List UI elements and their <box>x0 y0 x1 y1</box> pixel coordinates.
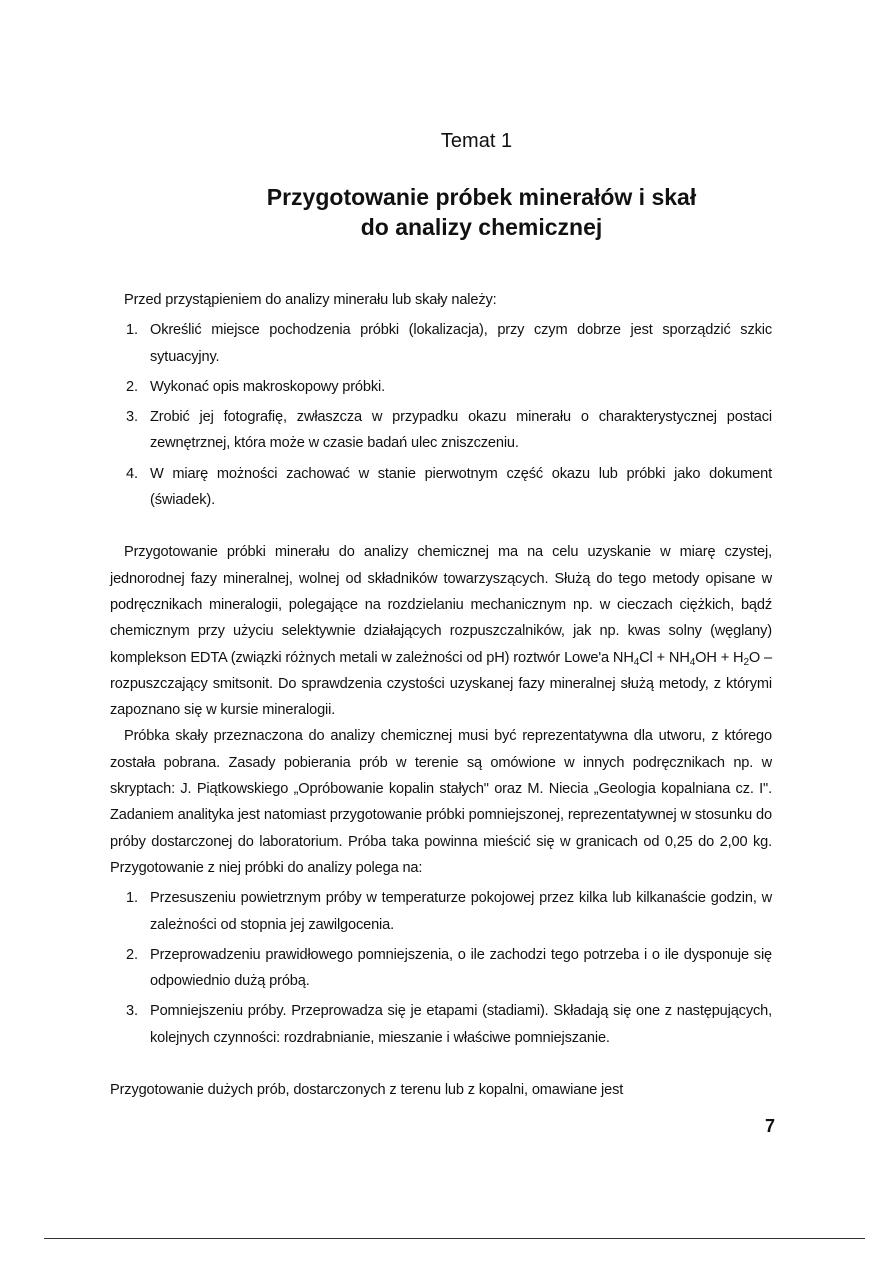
subscript: 2 <box>743 656 749 668</box>
list-item-text: Pomniejszeniu próby. Przeprowadza się je etapami (stadiami). Składają się one z następujących, kolejnych czynności: rozdrabnianie, mieszanie i właściwe pomniejszanie. <box>150 1003 772 1046</box>
reduction-steps-list <box>124 885 772 1051</box>
list-item-text: W miarę możności zachować w stanie pierwotnym część okazu lub próbki jako dokument (świadek). <box>150 465 772 509</box>
list-item <box>124 461 772 514</box>
paragraph-group <box>110 539 772 881</box>
theme-label: Temat 1 <box>440 130 513 152</box>
list-item-number: 3. <box>126 1003 138 1020</box>
paragraph-large-samples: Przygotowanie dużych prób, dostarczonych z terenu lub z kopalni, omawiane jest <box>110 1082 624 1099</box>
list-item-text: Wykonać opis makroskopowy próbki. <box>150 378 385 395</box>
list-item-number: 3. <box>126 409 138 426</box>
subscript: 4 <box>689 656 696 668</box>
list-item-number: 2. <box>126 946 138 963</box>
title-line-2: do analizy chemicznej <box>360 214 603 240</box>
list-item <box>124 942 772 995</box>
list-item-text: Określić miejsce pochodzenia próbki (lokalizacja), przy czym dobrze jest sporządzić szkic sytuacyjny. <box>150 322 772 365</box>
list-item-number: 2. <box>126 378 138 395</box>
list-item <box>124 317 772 370</box>
list-item-text: Przesuszeniu powietrznym próby w temperaturze pokojowej przez kilka lub kilkanaście godzin, w zależności od stopnia jej zawilgocenia. <box>150 890 772 933</box>
page-number: 7 <box>764 1116 775 1136</box>
list-item-number: 1. <box>126 322 138 339</box>
paragraph-mineral-preparation <box>110 539 772 723</box>
paragraph-text: OH + H <box>695 649 744 666</box>
list-item <box>124 374 772 400</box>
list-item-text: Przeprowadzeniu prawidłowego pomniejszenia, o ile zachodzi tego potrzeba i o ile dysponuje się odpowiednio dużą próbą. <box>150 946 772 990</box>
paragraph-text: Cl + NH <box>639 649 690 666</box>
paragraph-rock-sample: Próbka skały przeznaczona do analizy chemicznej musi być reprezentatywna dla utworu, z którego została pobrana. Zasady pobierania prób w terenie są omówione w innych podręcznikach np. w skryptach: J. Piątkowskiego „Opróbowanie kopalin stałych" oraz M. Niecia „Geologia kopalniana cz. I". Zadaniem analityka jest natomiast przygotowanie próbki pomniejszonej, reprezentatywnej w stosunku do próby dostarczonej do laboratorium. Próba taka powinna mieścić się w granicach od 0,25 do 2,00 kg. Przygotowanie z niej próbki do analizy polega na: <box>110 728 772 876</box>
list-item <box>124 885 772 938</box>
paragraph-text: Przygotowanie próbki minerału do analizy chemicznej ma na celu uzyskanie w miarę czystej, jednorodnej fazy mineralnej, wolnej od składników towarzyszących. Służą do tego metody opisane w podręcznikach mineralogii, polegające na rozdzielaniu mechanicznym np. w cieczach ciężkich, bądź chemicznym przy użyciu selektywnie działających rozpuszczalników, jak np. kwas solny (węglany) komplekson EDTA (związki różnych metali w zależności od pH) roztwór Lowe'a NH <box>110 544 772 666</box>
subscript: 4 <box>633 656 640 668</box>
list-item-text: Zrobić jej fotografię, zwłaszcza w przypadku okazu minerału o charakterystycznej postaci zewnętrznej, która może w czasie badań ulec zniszczeniu. <box>150 409 772 452</box>
list-item <box>124 998 772 1051</box>
paragraph-text: O – rozpuszczający smitsonit. Do sprawdzenia czystości uzyskanej fazy mineralnej służą metody, z którymi zapoznano się w kursie mineralogii. <box>110 649 772 719</box>
list-item-number: 1. <box>126 890 138 907</box>
footer-divider <box>44 1238 865 1239</box>
list-item-number: 4. <box>126 465 138 482</box>
page-title <box>70 182 893 242</box>
title-line-1: Przygotowanie próbek minerałów i skał <box>266 184 697 210</box>
list-item <box>124 404 772 457</box>
document-body <box>110 287 772 1103</box>
intro-text: Przed przystąpieniem do analizy minerału lub skały należy: <box>124 292 497 308</box>
preparation-steps-list <box>124 317 772 513</box>
